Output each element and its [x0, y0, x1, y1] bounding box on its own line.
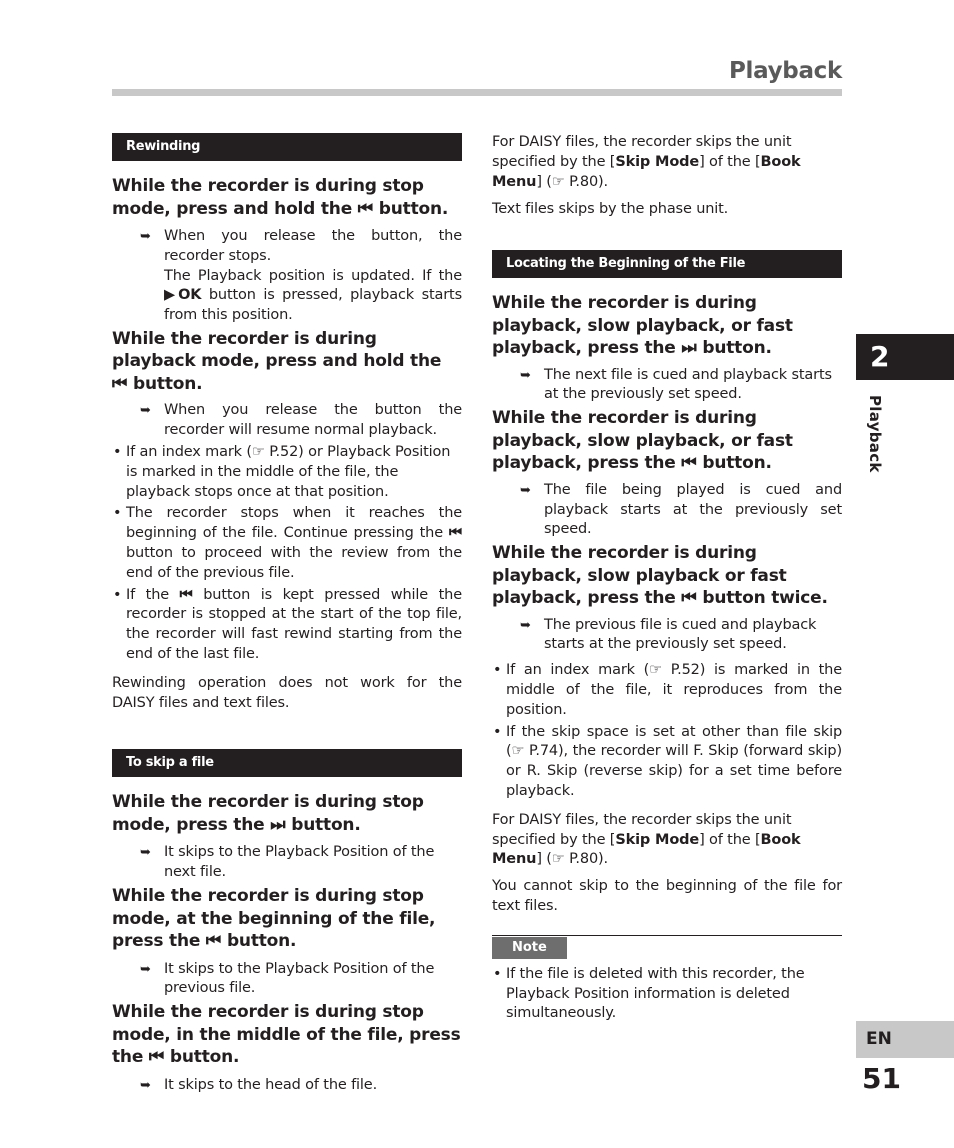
arrow-icon: ➥ [520, 617, 531, 633]
arrow-icon: ➥ [140, 229, 151, 244]
result-item: ➥ The next file is cued and playback starts at the previously set speed. [520, 366, 832, 403]
bullet-item: • If an index mark (☞ P.52) is marked in the middle of the file, it reproduces from the position. [493, 662, 842, 718]
paragraph: Text files skips by the phase unit. [492, 201, 729, 218]
result-item: ➥ The file being played is cued and playback starts at the previously set speed. [520, 481, 842, 538]
paragraph: Rewinding operation does not work for the DAISY files and text files. [112, 674, 462, 711]
result-item: ➥ When you release the button, the recorder stops. The Playback position is updated. If the ▶OK button is pressed, playback starts from this position. [140, 228, 462, 324]
right-column [492, 133, 842, 1024]
section-title-skip: To skip a file [112, 749, 462, 777]
language-tab: EN [856, 1021, 954, 1058]
bullet-item: • If an index mark (☞ P.52) or Playback Position is marked in the middle of the file, the playback stops once at that position. [113, 444, 451, 500]
instruction: While the recorder is during stop mode, press and hold the ⏮ button. [112, 176, 449, 219]
rewind-icon: ⏮ [357, 198, 372, 219]
rewind-icon: ⏮ [681, 453, 695, 474]
paragraph: You cannot skip to the beginning of the file for text files. [492, 878, 842, 915]
result-item: ➥ When you release the button the recorder will resume normal playback. [140, 402, 462, 439]
fast-forward-icon: ⏭ [270, 814, 284, 835]
rewind-icon: ⏮ [681, 588, 695, 609]
arrow-icon: ➥ [140, 845, 151, 861]
arrow-icon: ➥ [520, 482, 531, 498]
instruction: While the recorder is during stop mode, in the middle of the file, press the ⏮ button. [112, 1002, 461, 1068]
instruction: While the recorder is during stop mode, at the beginning of the file, press the ⏮ button. [112, 886, 436, 952]
page-header-title: Playback [728, 58, 842, 84]
section-title-rewinding: Rewinding [112, 133, 462, 161]
rewind-icon: ⏮ [448, 525, 460, 542]
rewind-icon: ⏮ [112, 373, 126, 394]
note-title: Note [492, 937, 567, 959]
note-box [492, 935, 842, 1024]
instruction: While the recorder is during playback, slow playback or fast playback, press the ⏮ button twice. [492, 543, 828, 609]
chapter-tab: 2 [856, 334, 954, 380]
instruction: While the recorder is during stop mode, press the ⏭ button. [112, 792, 424, 835]
result-item: ➥ It skips to the Playback Position of the previous file. [140, 960, 435, 997]
chapter-side-label: Playback [866, 395, 884, 473]
ok-play-icon: ▶OK [164, 287, 202, 304]
header-rule [112, 89, 842, 96]
result-item: ➥ It skips to the head of the file. [112, 1076, 462, 1096]
rewind-icon: ⏮ [148, 1047, 163, 1068]
arrow-icon: ➥ [140, 1077, 151, 1093]
result-item: ➥ The previous file is cued and playback starts at the previously set speed. [520, 616, 817, 653]
paragraph: For DAISY files, the recorder skips the unit specified by the [Skip Mode] of the [Book Menu] (☞ P.80). [492, 134, 801, 190]
rewind-icon: ⏮ [179, 586, 191, 603]
bullet-item: • If the skip space is set at other than file skip (☞ P.74), the recorder will F. Skip (forward skip) or R. Skip (reverse skip) for a set time before playback. [493, 723, 842, 800]
arrow-icon: ➥ [140, 403, 151, 419]
result-item: ➥ It skips to the Playback Position of the next file. [140, 844, 435, 881]
paragraph: For DAISY files, the recorder skips the unit specified by the [Skip Mode] of the [Book Menu] (☞ P.80). [492, 811, 801, 868]
arrow-icon: ➥ [140, 961, 151, 977]
bullet-item: • If the file is deleted with this recorder, the Playback Position information is deleted simultaneously. [493, 965, 805, 1022]
bullet-item: • The recorder stops when it reaches the beginning of the file. Continue pressing the ⏮ button to proceed with the review from the end of the previous file. [113, 505, 462, 581]
rewind-icon: ⏮ [205, 931, 220, 952]
instruction: While the recorder is during playback, slow playback, or fast playback, press the ⏭ button. [492, 293, 793, 359]
instruction: While the recorder is during playback, slow playback, or fast playback, press the ⏮ button. [492, 408, 793, 474]
arrow-icon: ➥ [520, 367, 531, 383]
section-title-locating: Locating the Beginning of the File [492, 250, 842, 278]
fast-forward-icon: ⏭ [681, 338, 695, 359]
page-number: 51 [862, 1062, 901, 1095]
bullet-item: • If the ⏮ button is kept pressed while the recorder is stopped at the start of the top file, the recorder will fast rewind starting from the end of the last file. [113, 586, 462, 663]
left-column [112, 133, 462, 1095]
instruction: While the recorder is during playback mode, press and hold the ⏮ button. [112, 328, 442, 394]
